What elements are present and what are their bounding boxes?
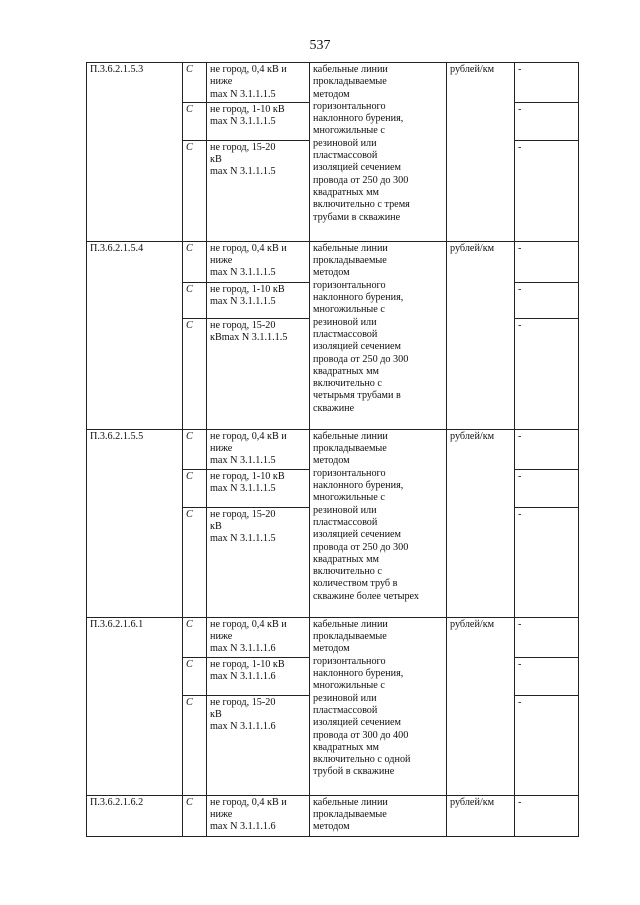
unit-cell: рублей/км xyxy=(447,429,515,617)
value-cell: - xyxy=(515,617,579,657)
category-letter: С xyxy=(183,63,207,103)
condition-cell: не город, 15-20 кВ max N 3.1.1.1.5 xyxy=(207,140,310,241)
category-letter: С xyxy=(183,795,207,836)
condition-cell: не город, 0,4 кВ и ниже max N 3.1.1.1.6 xyxy=(207,795,310,836)
unit-cell: рублей/км xyxy=(447,241,515,429)
item-code: П.3.6.2.1.6.1 xyxy=(87,617,183,795)
description-cell: кабельные линии прокладываемые методом горизонтального наклонного бурения, многожильные с резиновой или пластмассовой изоляцией сечением провода от 250 до 300 квадратных мм включительно с количеством труб в скважине более четырех xyxy=(310,429,447,617)
value-cell: - xyxy=(515,282,579,318)
category-letter: С xyxy=(183,429,207,469)
table-row xyxy=(87,429,579,469)
value-cell: - xyxy=(515,429,579,469)
description-cell: кабельные линии прокладываемые методом горизонтального наклонного бурения, многожильные с резиновой или пластмассовой изоляцией сечением провода от 250 до 300 квадратных мм включительно с тремя трубами в скважине xyxy=(310,63,447,242)
category-letter: С xyxy=(183,318,207,429)
table-row xyxy=(87,617,579,657)
category-letter: С xyxy=(183,695,207,795)
table-row xyxy=(87,63,579,103)
value-cell: - xyxy=(515,507,579,617)
category-letter: С xyxy=(183,507,207,617)
item-code: П.3.6.2.1.6.2 xyxy=(87,795,183,836)
condition-cell: не город, 0,4 кВ и ниже max N 3.1.1.1.5 xyxy=(207,429,310,469)
condition-cell: не город, 1-10 кВ max N 3.1.1.1.5 xyxy=(207,282,310,318)
value-cell: - xyxy=(515,795,579,836)
unit-cell: рублей/км xyxy=(447,617,515,795)
unit-cell: рублей/км xyxy=(447,795,515,836)
value-cell: - xyxy=(515,657,579,695)
condition-cell: не город, 15-20 кВ max N 3.1.1.1.6 xyxy=(207,695,310,795)
item-code: П.3.6.2.1.5.4 xyxy=(87,241,183,429)
tariff-table xyxy=(86,62,579,837)
condition-cell: не город, 15-20 кВ max N 3.1.1.1.5 xyxy=(207,507,310,617)
description-cell: кабельные линии прокладываемые методом горизонтального наклонного бурения, многожильные с резиновой или пластмассовой изоляцией сечением провода от 300 до 400 квадратных мм включительно с одной трубой в скважине xyxy=(310,617,447,795)
value-cell: - xyxy=(515,63,579,103)
category-letter: С xyxy=(183,282,207,318)
description-cell: кабельные линии прокладываемые методом горизонтального наклонного бурения, многожильные с резиновой или пластмассовой изоляцией сечением провода от 250 до 300 квадратных мм включительно с четырьмя трубами в скважине xyxy=(310,241,447,429)
table-row xyxy=(87,241,579,282)
item-code: П.3.6.2.1.5.3 xyxy=(87,63,183,242)
category-letter: С xyxy=(183,617,207,657)
condition-cell: не город, 1-10 кВ max N 3.1.1.1.5 xyxy=(207,469,310,507)
condition-cell: не город, 1-10 кВ max N 3.1.1.1.5 xyxy=(207,102,310,140)
value-cell: - xyxy=(515,140,579,241)
category-letter: С xyxy=(183,657,207,695)
value-cell: - xyxy=(515,695,579,795)
condition-cell: не город, 15-20 кВmax N 3.1.1.1.5 xyxy=(207,318,310,429)
value-cell: - xyxy=(515,469,579,507)
value-cell: - xyxy=(515,241,579,282)
category-letter: С xyxy=(183,140,207,241)
page-number: 537 xyxy=(309,38,331,53)
unit-cell: рублей/км xyxy=(447,63,515,242)
category-letter: С xyxy=(183,102,207,140)
condition-cell: не город, 0,4 кВ и ниже max N 3.1.1.1.6 xyxy=(207,617,310,657)
description-cell: кабельные линии прокладываемые методом xyxy=(310,795,447,836)
value-cell: - xyxy=(515,318,579,429)
item-code: П.3.6.2.1.5.5 xyxy=(87,429,183,617)
category-letter: С xyxy=(183,469,207,507)
condition-cell: не город, 0,4 кВ и ниже max N 3.1.1.1.5 xyxy=(207,63,310,103)
table-row xyxy=(87,795,579,836)
value-cell: - xyxy=(515,102,579,140)
category-letter: С xyxy=(183,241,207,282)
condition-cell: не город, 1-10 кВ max N 3.1.1.1.6 xyxy=(207,657,310,695)
condition-cell: не город, 0,4 кВ и ниже max N 3.1.1.1.5 xyxy=(207,241,310,282)
